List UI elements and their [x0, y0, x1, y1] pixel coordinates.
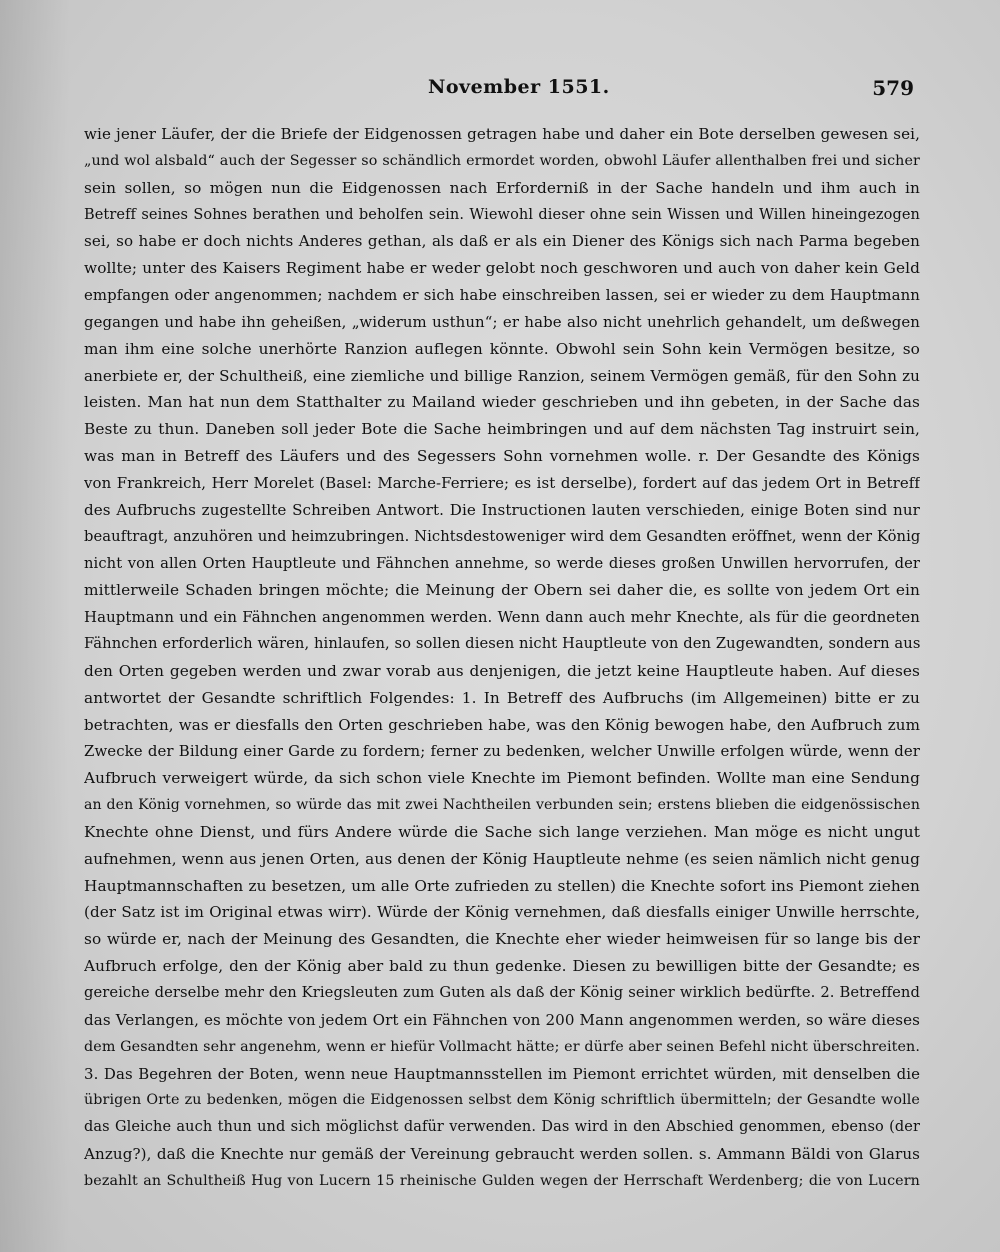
running-title: November 1551. — [428, 76, 610, 98]
page-header — [0, 74, 1000, 106]
text-line: Hauptmann und ein Fähnchen angenommen werden. Wenn dann auch mehr Knechte, als für die geordneten — [84, 608, 920, 627]
text-line: wie jener Läufer, der die Briefe der Eidgenossen getragen habe und daher ein Bote derselben gewesen sei, — [84, 125, 920, 143]
text-line: den Orten gegeben werden und zwar vorab aus denjenigen, die jetzt keine Hauptleute haben. Auf dieses — [84, 661, 920, 680]
text-line: aufnehmen, wenn aus jenen Orten, aus denen der König Hauptleute nehme (es seien nämlich nicht genug — [84, 849, 920, 868]
text-line: Zwecke der Bildung einer Garde zu fordern; ferner zu bedenken, welcher Unwille erfolgen würde, wenn der — [84, 742, 920, 761]
text-line: nicht von allen Orten Hauptleute und Fähnchen annehme, so werde dieses großen Unwillen hervorrufen, der — [84, 554, 920, 572]
text-line: Beste zu thun. Daneben soll jeder Bote die Sache heimbringen und auf dem nächsten Tag instruirt sein, — [84, 420, 920, 439]
text-line: was man in Betreff des Läufers und des Segessers Sohn vornehmen wolle. r. Der Gesandte des Königs — [84, 447, 920, 466]
text-line: Aufbruch verweigert würde, da sich schon viele Knechte im Piemont befinden. Wollte man eine Sendung — [84, 769, 920, 788]
text-line: Fähnchen erforderlich wären, hinlaufen, so sollen diesen nicht Hauptleute von den Zugewandten, sondern aus — [84, 635, 920, 653]
text-line: übrigen Orte zu bedenken, mögen die Eidgenossen selbst dem König schriftlich übermitteln; der Gesandte wolle — [84, 1092, 920, 1109]
text-line: Knechte ohne Dienst, und fürs Andere würde die Sache sich lange verziehen. Man möge es nicht ungut — [84, 822, 920, 841]
text-line: an den König vornehmen, so würde das mit zwei Nachtheilen verbunden sein; erstens blieben die eidgenössischen — [84, 797, 920, 814]
page-number: 579 — [872, 76, 914, 100]
text-line: so würde er, nach der Meinung des Gesandten, die Knechte eher wieder heimweisen für so lange bis der — [84, 930, 920, 949]
text-line: das Gleiche auch thun und sich möglichst dafür verwenden. Das wird in den Abschied genommen, ebenso (der — [84, 1119, 920, 1136]
text-line: betrachten, was er diesfalls den Orten geschrieben habe, was den König bewogen habe, den Aufbruch zum — [84, 715, 920, 734]
text-line: „und wol alsbald“ auch der Segesser so schändlich ermordet worden, obwohl Läufer allenthalben frei und sicher — [84, 152, 920, 169]
text-line: bezahlt an Schultheiß Hug von Lucern 15 rheinische Gulden wegen der Herrschaft Werdenberg; die von Lucern — [84, 1172, 920, 1189]
text-line: gereiche derselbe mehr den Kriegsleuten zum Guten als daß der König seiner wirklich bedürfte. 2. Betreffend — [84, 984, 920, 1001]
text-line: leisten. Man hat nun dem Statthalter zu Mailand wieder geschrieben und ihn gebeten, in der Sache das — [84, 393, 920, 412]
text-line: empfangen oder angenommen; nachdem er sich habe einschreiben lassen, sei er wieder zu dem Hauptmann — [84, 286, 920, 305]
text-line: Anzug?), daß die Knechte nur gemäß der Vereinung gebraucht werden sollen. s. Ammann Bäldi von Glarus — [84, 1145, 920, 1164]
text-line: mittlerweile Schaden bringen möchte; die Meinung der Obern sei daher die, es sollte von jedem Ort ein — [84, 581, 920, 600]
text-line: dem Gesandten sehr angenehm, wenn er hiefür Vollmacht hätte; er dürfe aber seinen Befehl nicht überschreiten. — [84, 1038, 920, 1055]
text-line: von Frankreich, Herr Morelet (Basel: Marche-Ferriere; es ist derselbe), fordert auf das jedem Ort in Betreff — [84, 473, 920, 492]
text-line: beauftragt, anzuhören und heimzubringen. Nichtsdestoweniger wird dem Gesandten eröffnet, wenn der König — [84, 527, 920, 545]
text-line: sei, so habe er doch nichts Anderes gethan, als daß er als ein Diener des Königs sich nach Parma begeben — [84, 232, 920, 251]
text-line: das Verlangen, es möchte von jedem Ort ein Fähnchen von 200 Mann angenommen werden, so wäre dieses — [84, 1010, 920, 1029]
text-line: 3. Das Begehren der Boten, wenn neue Hauptmannsstellen im Piemont errichtet würden, mit denselben die — [84, 1064, 920, 1083]
gutter-shadow — [0, 0, 70, 1252]
text-line: wollte; unter des Kaisers Regiment habe er weder gelobt noch geschworen und auch von daher kein Geld — [84, 259, 920, 278]
text-line: sein sollen, so mögen nun die Eidgenossen nach Erforderniß in der Sache handeln und ihm auch in — [84, 178, 920, 197]
text-line: Betreff seines Sohnes berathen und beholfen sein. Wiewohl dieser ohne sein Wissen und Willen hineingezogen — [84, 206, 920, 223]
text-line: Hauptmannschaften zu besetzen, um alle Orte zufrieden zu stellen) die Knechte sofort ins Piemont ziehen — [84, 876, 920, 895]
text-line: des Aufbruchs zugestellte Schreiben Antwort. Die Instructionen lauten verschieden, einige Boten sind nur — [84, 500, 920, 519]
text-line: antwortet der Gesandte schriftlich Folgendes: 1. In Betreff des Aufbruchs (im Allgemeinen) bitte er zu — [84, 688, 920, 707]
body-text — [84, 121, 920, 1195]
text-line: man ihm eine solche unerhörte Ranzion auflegen könnte. Obwohl sein Sohn kein Vermögen besitze, so — [84, 339, 920, 358]
text-line: (der Satz ist im Original etwas wirr). Würde der König vernehmen, daß diesfalls einiger Unwille herrschte, — [84, 903, 920, 922]
text-line: anerbiete er, der Schultheiß, eine ziemliche und billige Ranzion, seinem Vermögen gemäß, für den Sohn zu — [84, 366, 920, 385]
text-line: gegangen und habe ihn geheißen, „widerum usthun“; er habe also nicht unehrlich gehandelt, um deßwegen — [84, 312, 920, 331]
text-line: Aufbruch erfolge, den der König aber bald zu thun gedenke. Diesen zu bewilligen bitte der Gesandte; es — [84, 957, 920, 976]
